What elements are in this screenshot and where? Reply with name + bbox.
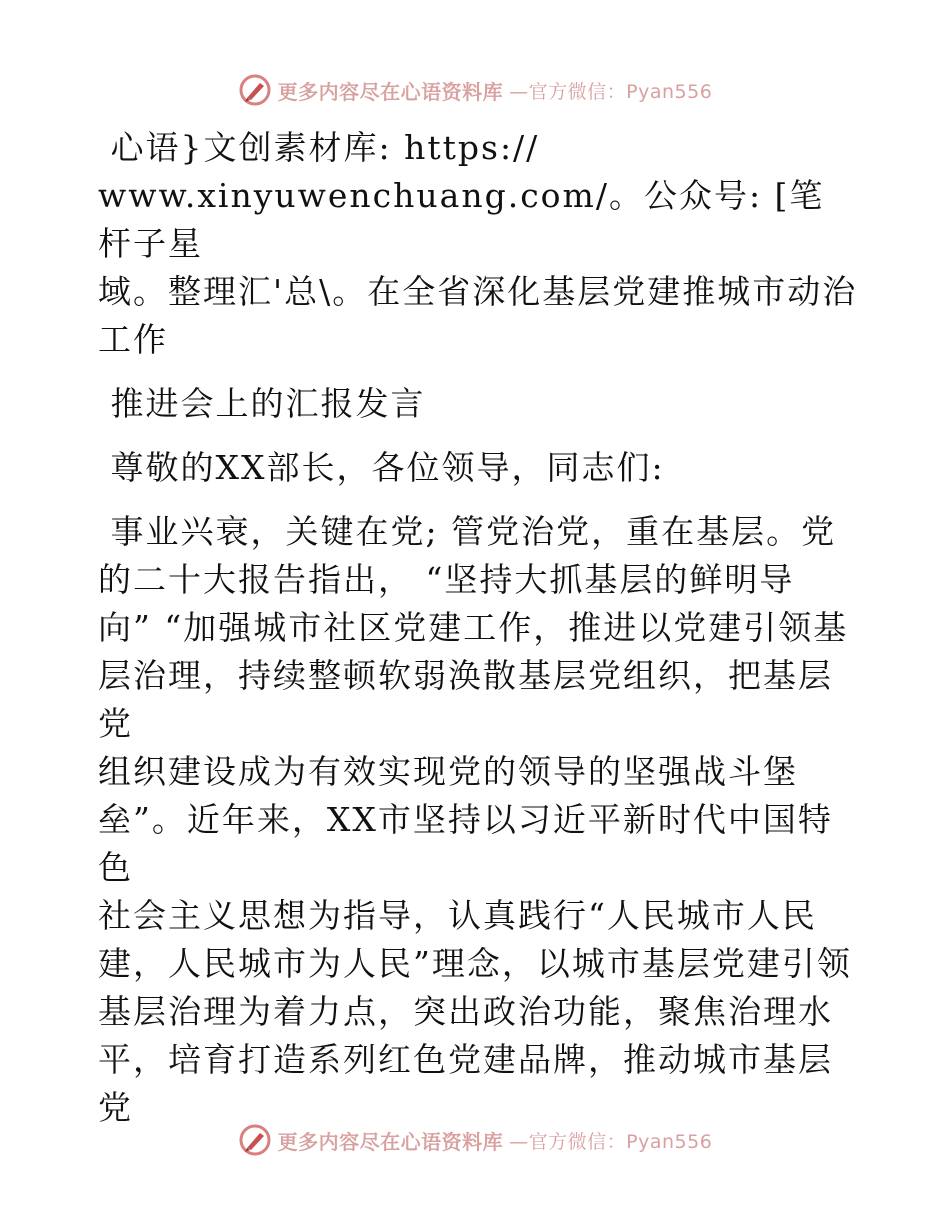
pen-logo-icon	[238, 73, 272, 107]
paragraph-title: 推进会上的汇报发言	[98, 384, 426, 423]
paragraph-source-note: 心语}文创素材库: https:// www.xinyuwenchuang.com/。公众号: [笔杆子星 域。整理汇'总\。在全省深化基层党建推城市动治 工作	[98, 128, 858, 359]
banner-main-text: 更多内容尽在心语资料库	[277, 1129, 504, 1154]
document-body	[98, 124, 858, 1132]
paragraph-salutation: 尊敬的XX部长，各位领导，同志们:	[98, 448, 665, 487]
footer-watermark	[0, 1120, 950, 1160]
banner-wechat-text: —官方微信：Pyan556	[509, 80, 713, 103]
pen-logo-icon	[238, 1123, 272, 1157]
paragraph-body: 事业兴衰，关键在党; 管党治党，重在基层。党 的二十大报告指出， “坚持大抓基层的鲜明导 向” “加强城市社区党建工作，推进以党建引领基 层治理，持续整顿软弱涣散基层党组织，把基层党 组织建设成为有效实现党的领导的坚强战斗堡 垒”。近年来，XX市坚持以习近平新时代中国特色 社会主义思想为指导，认真践行“人民城市人民 建，人民城市为人民”理念，以城市基层党建引领 基层治理为着力点，突出政治功能，聚焦治理水 平，培育打造系列红色党建品牌，推动城市基层党	[98, 512, 852, 1127]
header-watermark	[0, 70, 950, 110]
banner-wechat-text: —官方微信：Pyan556	[509, 1130, 713, 1153]
banner-main-text: 更多内容尽在心语资料库	[277, 79, 504, 104]
